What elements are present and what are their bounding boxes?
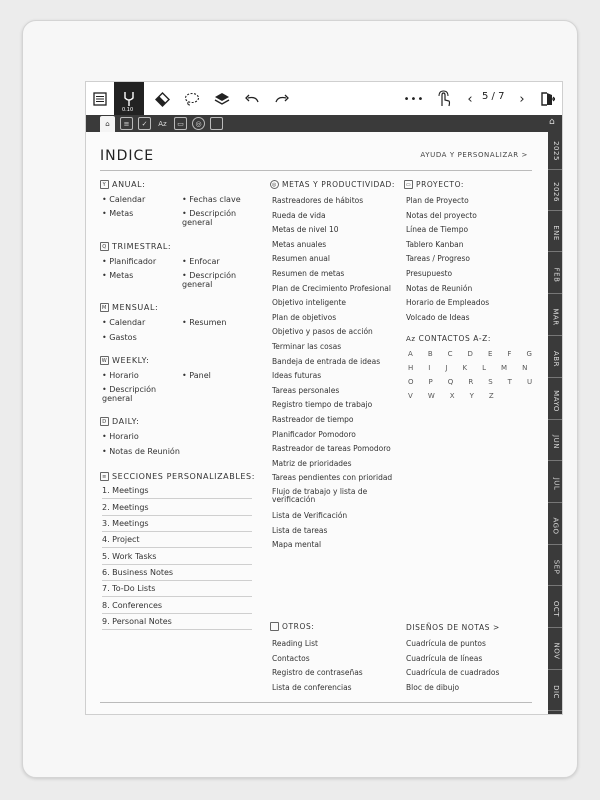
briefcase-icon[interactable]: ▭ bbox=[174, 117, 187, 130]
metas-link[interactable]: Terminar las cosas bbox=[272, 342, 342, 351]
az-icon[interactable]: Az bbox=[158, 119, 167, 128]
proyecto-link[interactable]: Notas del proyecto bbox=[406, 211, 477, 220]
daily-horario-link[interactable]: • Horario bbox=[102, 432, 139, 441]
custom-sections-header: ≡ SECCIONES PERSONALIZABLES: bbox=[100, 472, 255, 481]
metas-link[interactable]: Lista de Verificación bbox=[272, 511, 348, 520]
metas-link[interactable]: Rastreador de tareas Pomodoro bbox=[272, 444, 391, 453]
proyecto-link[interactable]: Horario de Empleados bbox=[406, 298, 490, 307]
month-home-icon[interactable]: ⌂ bbox=[549, 117, 555, 127]
proyecto-link[interactable]: Volcado de Ideas bbox=[406, 313, 470, 322]
metas-link[interactable]: Tareas personales bbox=[272, 386, 340, 395]
month-tab[interactable]: 2026 bbox=[548, 173, 563, 211]
disenos-header[interactable]: DISEÑOS DE NOTAS > bbox=[406, 623, 500, 632]
page-icon bbox=[270, 622, 279, 631]
prev-page-icon[interactable]: ‹ bbox=[467, 91, 473, 107]
mensual-header[interactable]: M MENSUAL: bbox=[100, 303, 158, 312]
otros-link[interactable]: Registro de contraseñas bbox=[272, 668, 363, 677]
custom-section-item[interactable]: 7. To-Do Lists bbox=[102, 581, 252, 597]
disenos-link[interactable]: Bloc de dibujo bbox=[406, 683, 460, 692]
trimestral-header[interactable]: Q TRIMESTRAL: bbox=[100, 242, 171, 251]
proyecto-link[interactable]: Plan de Proyecto bbox=[406, 196, 469, 205]
anual-calendar-link[interactable]: • Calendar bbox=[102, 195, 146, 204]
metas-link[interactable]: Metas de nivel 10 bbox=[272, 225, 339, 234]
month-tab[interactable]: AGO bbox=[548, 507, 563, 545]
metas-link[interactable]: Bandeja de entrada de ideas bbox=[272, 357, 381, 366]
custom-section-item[interactable]: 2. Meetings bbox=[102, 500, 252, 516]
otros-link[interactable]: Lista de conferencias bbox=[272, 683, 352, 692]
weekly-panel-link[interactable]: • Panel bbox=[182, 371, 211, 380]
metas-link[interactable]: Resumen anual bbox=[272, 254, 330, 263]
eraser-icon[interactable] bbox=[148, 85, 176, 113]
proyecto-header: ▭ PROYECTO: bbox=[405, 180, 465, 189]
trimestral-enfocar-link[interactable]: • Enfocar bbox=[182, 257, 220, 266]
pen-icon bbox=[122, 91, 136, 107]
daily-notas-link[interactable]: • Notas de Reunión bbox=[102, 447, 180, 456]
metas-link[interactable]: Planificador Pomodoro bbox=[272, 430, 356, 439]
briefcase-icon: ▭ bbox=[405, 181, 412, 188]
metas-header: ◎ METAS Y PRODUCTIVIDAD: bbox=[270, 180, 395, 189]
custom-section-item[interactable]: 4. Project bbox=[102, 532, 252, 548]
anual-header[interactable]: Y ANUAL: bbox=[100, 180, 146, 189]
page-indicator: 5 / 7 bbox=[482, 91, 505, 102]
weekly-icon: W bbox=[101, 357, 108, 364]
proyecto-link[interactable]: Tareas / Progreso bbox=[406, 254, 470, 263]
mensual-calendar-link[interactable]: • Calendar bbox=[102, 318, 146, 327]
touch-icon[interactable] bbox=[430, 85, 458, 113]
goal-icon: ◎ bbox=[270, 180, 279, 189]
contactos-row[interactable]: A B C D E F G bbox=[408, 350, 539, 358]
metas-link[interactable]: Tareas pendientes con prioridad bbox=[272, 473, 393, 482]
trimestral-metas-link[interactable]: • Metas bbox=[102, 271, 134, 280]
mensual-icon: M bbox=[100, 303, 109, 312]
anual-metas-link[interactable]: • Metas bbox=[102, 209, 134, 218]
metas-link[interactable]: Plan de Crecimiento Profesional bbox=[272, 284, 391, 293]
notes-icon[interactable]: ≡ bbox=[120, 117, 133, 130]
exit-icon[interactable] bbox=[534, 85, 562, 113]
section-tab-strip bbox=[86, 115, 563, 132]
proyecto-link[interactable]: Presupuesto bbox=[406, 269, 453, 278]
anual-fechas-link[interactable]: • Fechas clave bbox=[182, 195, 241, 204]
daily-header[interactable]: D DAILY: bbox=[100, 417, 139, 426]
pen-size-label: 0.10 bbox=[122, 107, 134, 113]
top-toolbar bbox=[86, 82, 563, 115]
metas-link[interactable]: Matriz de prioridades bbox=[272, 459, 352, 468]
custom-section-item[interactable]: 3. Meetings bbox=[102, 516, 252, 532]
home-icon[interactable]: ⌂ bbox=[100, 116, 115, 132]
metas-link[interactable]: Objetivo inteligente bbox=[272, 298, 347, 307]
checkbox-icon[interactable]: ✓ bbox=[138, 117, 151, 130]
month-tab[interactable]: JUL bbox=[548, 465, 563, 503]
otros-header: OTROS: bbox=[270, 622, 315, 631]
tablet-screen bbox=[85, 81, 563, 715]
metas-link[interactable]: Rastreadores de hábitos bbox=[272, 196, 364, 205]
pen-tool-button[interactable] bbox=[114, 82, 144, 115]
month-tab[interactable]: NOV bbox=[548, 632, 563, 670]
otros-link[interactable]: Contactos bbox=[272, 654, 310, 663]
contactos-row[interactable]: O P Q R S T U bbox=[408, 378, 539, 386]
next-page-icon[interactable]: › bbox=[519, 91, 525, 107]
metas-link[interactable]: Mapa mental bbox=[272, 540, 322, 549]
trimestral-icon: Q bbox=[100, 242, 109, 251]
metas-link[interactable]: Rueda de vida bbox=[272, 211, 326, 220]
daily-icon: D bbox=[100, 417, 109, 426]
metas-link[interactable]: Ideas futuras bbox=[272, 371, 322, 380]
proyecto-link[interactable]: Tablero Kanban bbox=[406, 240, 464, 249]
footer-divider bbox=[100, 702, 532, 703]
menu-icon[interactable] bbox=[86, 85, 114, 113]
title-divider bbox=[100, 170, 532, 171]
month-tab[interactable]: DIC bbox=[548, 673, 563, 711]
proyecto-link[interactable]: Línea de Tiempo bbox=[406, 225, 469, 234]
page-icon[interactable] bbox=[210, 117, 223, 130]
contactos-row[interactable]: H I J K L M N bbox=[408, 364, 534, 372]
weekly-descripcion-link[interactable]: • Descripción general bbox=[102, 385, 157, 403]
metas-link[interactable]: Objetivo y pasos de acción bbox=[272, 327, 373, 336]
month-tab[interactable]: OCT bbox=[548, 590, 563, 628]
list-icon: ≡ bbox=[100, 472, 109, 481]
more-icon[interactable]: ••• bbox=[403, 93, 425, 105]
metas-link[interactable]: Rastreador de tiempo bbox=[272, 415, 354, 424]
custom-section-item[interactable]: 8. Conferences bbox=[102, 598, 252, 614]
help-link[interactable]: AYUDA Y PERSONALIZAR > bbox=[420, 151, 528, 159]
undo-icon[interactable] bbox=[238, 85, 266, 113]
contactos-row[interactable]: V W X Y Z bbox=[408, 392, 501, 400]
custom-section-item[interactable]: 1. Meetings bbox=[102, 483, 252, 499]
custom-section-item[interactable]: 5. Work Tasks bbox=[102, 549, 252, 565]
month-tab[interactable]: MAR bbox=[548, 298, 563, 336]
month-tab[interactable]: FEB bbox=[548, 256, 563, 294]
redo-icon[interactable] bbox=[268, 85, 296, 113]
disenos-link[interactable]: Cuadrícula de cuadrados bbox=[406, 668, 500, 677]
month-tab[interactable]: 2025 bbox=[548, 132, 563, 170]
disenos-link[interactable]: Cuadrícula de líneas bbox=[406, 654, 483, 663]
metas-link[interactable]: Flujo de trabajo y lista de verificación bbox=[272, 487, 368, 504]
mensual-gastos-link[interactable]: • Gastos bbox=[102, 333, 137, 342]
layers-icon[interactable] bbox=[208, 85, 236, 113]
metas-link[interactable]: Lista de tareas bbox=[272, 526, 328, 535]
otros-link[interactable]: Reading List bbox=[272, 639, 318, 648]
metas-link[interactable]: Registro tiempo de trabajo bbox=[272, 400, 373, 409]
index-page bbox=[86, 132, 548, 715]
anual-icon: Y bbox=[100, 180, 109, 189]
metas-link[interactable]: Metas anuales bbox=[272, 240, 327, 249]
month-tab[interactable]: ABR bbox=[548, 340, 563, 378]
metas-link[interactable]: Resumen de metas bbox=[272, 269, 345, 278]
lasso-icon[interactable] bbox=[178, 85, 206, 113]
contactos-header: Az CONTACTOS A-Z: bbox=[406, 334, 492, 343]
month-tab[interactable]: MAYO bbox=[548, 382, 563, 420]
trimestral-planificador-link[interactable]: • Planificador bbox=[102, 257, 157, 266]
month-tab[interactable]: ENE bbox=[548, 214, 563, 252]
weekly-header[interactable]: W WEEKLY: bbox=[101, 356, 150, 365]
proyecto-link[interactable]: Notas de Reunión bbox=[406, 284, 473, 293]
goal-icon[interactable]: ◎ bbox=[192, 117, 205, 130]
custom-section-item[interactable]: 9. Personal Notes bbox=[102, 614, 252, 630]
mensual-resumen-link[interactable]: • Resumen bbox=[182, 318, 227, 327]
trimestral-descripcion-link[interactable]: • Descripción general bbox=[182, 271, 237, 289]
metas-link[interactable]: Plan de objetivos bbox=[272, 313, 337, 322]
month-tab[interactable]: SEP bbox=[548, 548, 563, 586]
month-tabs bbox=[548, 132, 563, 715]
anual-descripcion-link[interactable]: • Descripción general bbox=[182, 209, 237, 227]
page-title: INDICE bbox=[100, 148, 155, 164]
weekly-horario-link[interactable]: • Horario bbox=[102, 371, 139, 380]
custom-section-item[interactable]: 6. Business Notes bbox=[102, 565, 252, 581]
month-tab[interactable]: JUN bbox=[548, 423, 563, 461]
disenos-link[interactable]: Cuadrícula de puntos bbox=[406, 639, 486, 648]
az-icon: Az bbox=[406, 334, 416, 343]
tablet-device bbox=[22, 20, 578, 778]
